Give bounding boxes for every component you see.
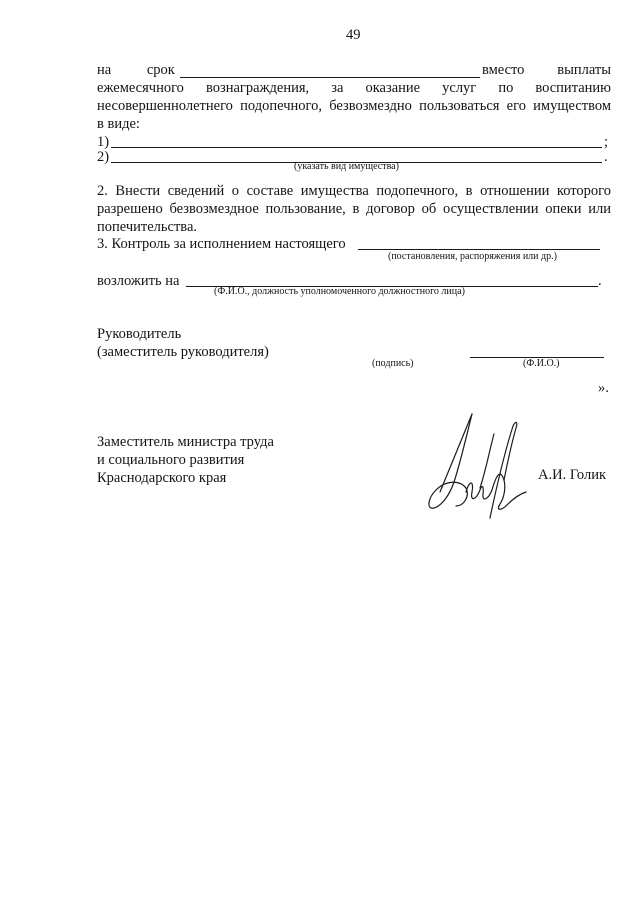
head-title-2: (заместитель руководителя)	[97, 344, 269, 360]
official-name: А.И. Голик	[538, 467, 607, 483]
official-title-3: Краснодарского края	[97, 470, 227, 486]
assign-end: .	[598, 273, 602, 289]
assign-label: возложить на	[97, 273, 180, 289]
point3-text: 3. Контроль за исполнением настоящего	[97, 236, 346, 252]
hint-act-type: (постановления, распоряжения или др.)	[388, 251, 557, 262]
intro-line-3: в виде:	[97, 116, 140, 132]
hint-property-type: (указать вид имущества)	[294, 161, 399, 172]
list-end-1: ;	[604, 134, 609, 150]
official-title-2: и социального развития	[97, 452, 245, 468]
list-end-2: .	[604, 149, 608, 165]
term-label: на срок	[97, 62, 175, 78]
list-marker-2: 2)	[97, 149, 110, 165]
term-blank	[180, 77, 480, 78]
official-title-1: Заместитель министра труда	[97, 434, 274, 450]
point2-line-2: разрешено безвозмездное пользование, в договор об осуществлении опеки или	[97, 201, 611, 217]
page-number: 49	[346, 27, 361, 43]
property-blank-1	[111, 147, 602, 148]
closing-quote: ».	[598, 380, 609, 396]
handwritten-signature	[420, 408, 535, 528]
hint-person: (Ф.И.О., должность уполномоченного должностного лица)	[214, 286, 465, 297]
list-marker-1: 1)	[97, 134, 110, 150]
point2-line-3: попечительства.	[97, 219, 198, 235]
intro-line-2: несовершеннолетнего подопечного, безвозмездно пользоваться его имуществом	[97, 98, 611, 114]
act-blank	[358, 249, 600, 250]
intro-line-1: ежемесячного вознаграждения, за оказание услуг по воспитанию	[97, 80, 611, 96]
hint-signature: (подпись)	[372, 358, 414, 369]
point2-line-1: 2. Внести сведений о составе имущества подопечного, в отношении которого	[97, 183, 611, 199]
head-title-1: Руководитель	[97, 326, 182, 342]
term-instead-text: вместо выплаты	[482, 62, 611, 78]
hint-fio: (Ф.И.О.)	[523, 358, 560, 369]
